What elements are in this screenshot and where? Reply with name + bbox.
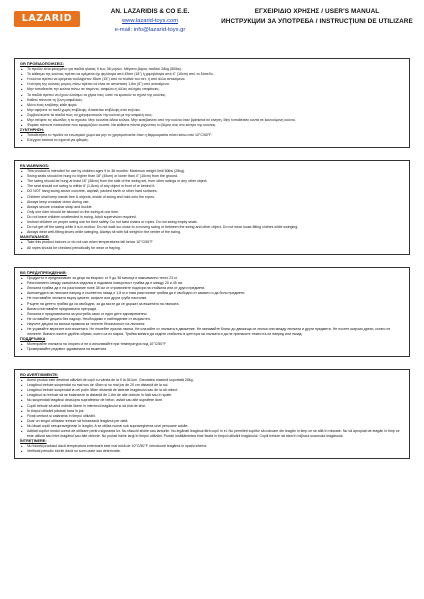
- section-title: RO AVERTISMENTE:: [20, 372, 59, 377]
- warning-item: • The swing should be hung at least 15" (38cm) from the side of the swing set, from other swings or any other object.: [20, 179, 404, 184]
- warning-item: • Τα παιδιά πρέπει να έχουν κλείσιμο τα χέρια τους ώστε να κρατούν το σχοινί της κούνιας.: [20, 93, 404, 98]
- warning-item: • Не усуквайте веригите или въжетата. Не люлейте празна люлка. Не слизайте от люлката в движение. Не минавайте близо до движеща се люлка или между люлката и други предмети. Не носете широки дрехи, когато се люлеете. Винаги носете удобни обувки, които са по мярка. Трябва винаги да седите стабилно в центъра на люлката и да не пренасяте тежестта си напред или назад.: [20, 327, 404, 337]
- maintenance-list: [20, 240, 404, 250]
- maintenance-title: ÎNTREȚINERE:: [20, 439, 47, 444]
- warning-item: • Do not get off the swing while it is in motion. Do not walk too close to a moving swing or between the swing and other object. Do not wear loose-fitting clothes while swinging.: [20, 225, 404, 230]
- section-bulgarian: [14, 267, 410, 357]
- email-label: e-mail:: [114, 27, 133, 33]
- maintenance-list: [20, 133, 404, 143]
- maintenance-item: • Take this product indoors or do not use when temperatures fall below 10°C/50°F: [20, 240, 404, 245]
- warning-item: • Leagănul trebuie suspendat nu mai sus de 45cm și nu mai jos de 20 cm distanță de la sol.: [20, 383, 404, 388]
- warning-item: • Продуктът е предназначен за деца на възраст от 9 до 36 месеца и максимално тегло 23 кг: [20, 276, 404, 281]
- warning-item: • Не поставяйте люлката върху цимент, асфалт или други груби настилки.: [20, 296, 404, 301]
- warning-item: • Το κάθισμα της κούνιας πρέπει να κρέμεται όχι ψηλότερα από 45cm (18") ή χαμηλότερα από 4" (10cm) από το δάπεδο.: [20, 72, 404, 77]
- warning-item: • Μην στέψετε τις αλυσίδες ή τα σχοινιά. Μην κουνάτε άδεια κούνια. Μην κατεβαίνετε από την κούνια όταν βρίσκεται σε κίνηση. Μην τοποθετείτε κοντά σε κουνούμενη κούνια.: [20, 118, 404, 123]
- warning-item: • Μόνο ένας επιβάτης κάθε φορά.: [20, 103, 404, 108]
- maintenance-title: MAINTANANCE:: [20, 235, 50, 240]
- maintenance-list: [20, 342, 404, 352]
- maintenance-item: • Ελέγχετε τακτικά τα σχοινιά για φθορές.: [20, 138, 404, 143]
- maintenance-item: • Verificați periodic sforile dacă nu sunt uzate sau deteriorate.: [20, 449, 404, 454]
- warning-item: • Η κίνηση της κούνιας μπρος-πίσω πρέπει να είναι σε απόσταση 1,8m (6") από αντικείμενα.: [20, 82, 404, 87]
- warning-item: • The seat should not swing to within 6' (1,8cm) of any object in front of or behind it.: [20, 184, 404, 189]
- maintenance-list: [20, 444, 404, 454]
- maintenance-item: • Монтирайте люлката на открито и не я използвайте при температура под 10°C/50°F: [20, 342, 404, 347]
- warning-item: • Only one rider should be allowed on the swing at one time.: [20, 210, 404, 215]
- warning-item: • Leagănul trebuie suspendat la cel puțin 38cm distanță de laterale leagănului sau de la alt obiect.: [20, 388, 404, 393]
- warning-item: • Always keep crossbar down during use.: [20, 200, 404, 205]
- maintenance-item: • Проверявайте редовно здравината на въжетата: [20, 347, 404, 352]
- section-title: GR ΠΡΟΕΙΔΟΠΟΙΗΣΕΙΣ:: [20, 61, 65, 66]
- warning-item: • Always wear well-fitting shoes while swinging. Always sit with full weight in the center of the swing.: [20, 230, 404, 235]
- section-english: [14, 160, 410, 255]
- warning-item: • Το προϊόν είναι φτιαγμένο για παιδιά ηλικίας 9 έως 36 μηνών. Μέγιστο βάρος παιδιού 28kg (50lbs).: [20, 67, 404, 72]
- warnings-list: [20, 169, 404, 235]
- warnings-list: [20, 378, 404, 439]
- maintenance-item: • Τοποθετήστε το προϊόν σε εσωτερικό χώρο και μην το χρησιμοποιείτε όταν η θερμοκρασία πέσει κάτω από 10°C/50°F.: [20, 133, 404, 138]
- company-name: AN. LAZARIDIS & CO E.E.: [110, 8, 190, 15]
- warning-item: • Συμβουλεύστε τα παιδιά πώς να χρησιμοποιούν την κούνια με την ασφαλή τους.: [20, 113, 404, 118]
- warning-item: • Μην αφήνετε το παιδί χωρίς επίβλεψη. Απαιτείται επίβλεψη από ενήλικα.: [20, 108, 404, 113]
- manual-title-2: ИНСТРУКЦИИ ЗА УПОТРЕБА / INSTRUCŢIUNI DE UTILIZARE: [221, 18, 413, 25]
- document-header: [14, 5, 413, 53]
- warning-item: • Κάθετε πάντοτε τη ζώνη ασφάλειας.: [20, 98, 404, 103]
- manual-titles: [219, 8, 415, 28]
- warning-item: • Винаги поставяйте предпазната преграда.: [20, 307, 404, 312]
- maintenance-title: ПОДДРЪЖКА: [20, 337, 46, 342]
- warning-item: • Children shall keep hands free & objects, inside of swing and hold onto the ropes.: [20, 195, 404, 200]
- warning-item: • Разстоянието между окачената седалка и подовата повърхност трябва да е между 20 и 45 см.: [20, 281, 404, 286]
- warning-item: • Люлката трябва да е на разстояние поне 38 см от страничните подпори на стойката или от други предмети.: [20, 286, 404, 291]
- warning-item: • Copiii trebuie să aibă mâinile libere în interiorul leagănului și să țină de sfori.: [20, 404, 404, 409]
- warning-item: • Люлката е предназначена за употреба само от едно дете едновременно.: [20, 312, 404, 317]
- maintenance-item: • Nu folosiți produsul dacă temperatura exterioară este mai mică de 10°C/50°F, introduceți leagănul în spațiu interior.: [20, 444, 404, 449]
- warning-item: • Always secure crossbar strap and buckle.: [20, 205, 404, 210]
- warning-item: • Doar un singur utilizator trebuie să folosească leagănul per dată.: [20, 419, 404, 424]
- warning-item: • Instruct children on proper swing use for their safety: Do not twist chains or ropes. Do not swing empty seats.: [20, 220, 404, 225]
- lazarid-logo: LAZARID: [14, 11, 80, 27]
- warning-item: • Adițiați copilor modul corect de utilizare pentru siguranța lor. Nu răsuciți sforile sau lanțurile. Nu legănați leagănul fără copil în el. Nu permiteți copiilor să coboare din leagăn în timp ce se află în mișcare. Nu vă apropiați de leagăn în timp ce este utilizat sau între leagănul sau alte obiecte. Nu purtați haine largi în timpul utilizării. Purtați încălțămintea bine fixată în timpul utilizării leagănului. Copiii trebuie să stea în mijlocul scaunului leagănului.: [20, 429, 404, 439]
- warnings-list: [20, 67, 404, 128]
- company-info: [90, 8, 210, 33]
- warnings-list: [20, 276, 404, 337]
- warning-item: • This product is intended for use by children ages 9 to 36 months. Maximum weight limit 50lbs (28kg).: [20, 169, 404, 174]
- warning-item: • Nu suspendați leagănul deasupra suprafețelor de beton, asfalt sau alte suprafețe dure.: [20, 398, 404, 403]
- warning-item: • DO NOT hang swing above concrete, asphalt, packed earth or other hard surfaces.: [20, 189, 404, 194]
- warning-item: • Do not leave children unattended in swing. Adult supervision required.: [20, 215, 404, 220]
- maintenance-title: ΣΥΝΤΗΡΗΣΗ:: [20, 128, 45, 133]
- manual-title-1: ΕΓΧΕΙΡΙΔΙΟ ΧΡΗΣΗΣ / USER'S MANUAL: [254, 8, 380, 15]
- warning-item: • În timpul utilizării păstrați bara în jos.: [20, 409, 404, 414]
- section-greek: [14, 58, 410, 148]
- email-line[interactable]: [90, 27, 210, 33]
- warning-item: • Nu lăsați copiii nesupravegheați în leagăn. A se utiliza numai sub supravegherea unei persoane adulte.: [20, 424, 404, 429]
- warning-item: • Φοράτε πάντοτε παπούτσια που εφαρμόζουν σωστά. Να κάθεστε πάντα ρίχνοντας το βάρος σας στο κέντρο της κούνιας.: [20, 123, 404, 128]
- warning-item: • Не оставяйте децата без надзор. Необходимо е наблюдение от възрастен.: [20, 317, 404, 322]
- warning-item: • Η κούνια πρέπει να κρέμεται τουλάχιστον 45cm (15") από τα πλαϊνά του σετ, ή από άλλα αντικείμενα.: [20, 77, 404, 82]
- warning-item: • Научете децата на всички правила за техните безопасност на люлката:: [20, 322, 404, 327]
- email-link[interactable]: info@lazarid-toys.gr: [133, 27, 186, 33]
- section-romanian: [14, 369, 410, 459]
- warning-item: • Acest produs este destinat utilizării de copii cu vârsta de la 9 la 36 luni. Greutatea maximă suportată 28kg.: [20, 378, 404, 383]
- warning-item: • Ръцете на детето трябва да са свободни, за да могат да се държат за въжетата на люлката.: [20, 302, 404, 307]
- warning-item: • Амплитудата на люлката напред и съответно назад е 1,8 м и това разстояние трябва да е свободно от каквито и да било предмети.: [20, 291, 404, 296]
- section-title: BG ПРЕДУПРЕЖДЕНИЯ:: [20, 270, 67, 275]
- warning-item: • Leagănul nu trebuie să se balanseze la distanță de 1,8m de alte obiecte în față sau în spate.: [20, 393, 404, 398]
- warning-item: • Fixați centura și cataramа în timpul utilizării.: [20, 414, 404, 419]
- warning-item: • Μην τοποθετείτε την κούνια πάνω σε τσιμέντο, ασφαλτο ή άλλες σκληρές επιφάνειες.: [20, 87, 404, 92]
- maintenance-item: • All ropes should be checked periodically for wear or fraying.: [20, 246, 404, 251]
- warning-item: • Swing seats should be hung no higher than 18" (45cm) or lower than 4" (10cm) from the ground.: [20, 174, 404, 179]
- section-title: EN WARNINGS:: [20, 163, 50, 168]
- website-link[interactable]: www.lazarid-toys.com: [121, 18, 179, 24]
